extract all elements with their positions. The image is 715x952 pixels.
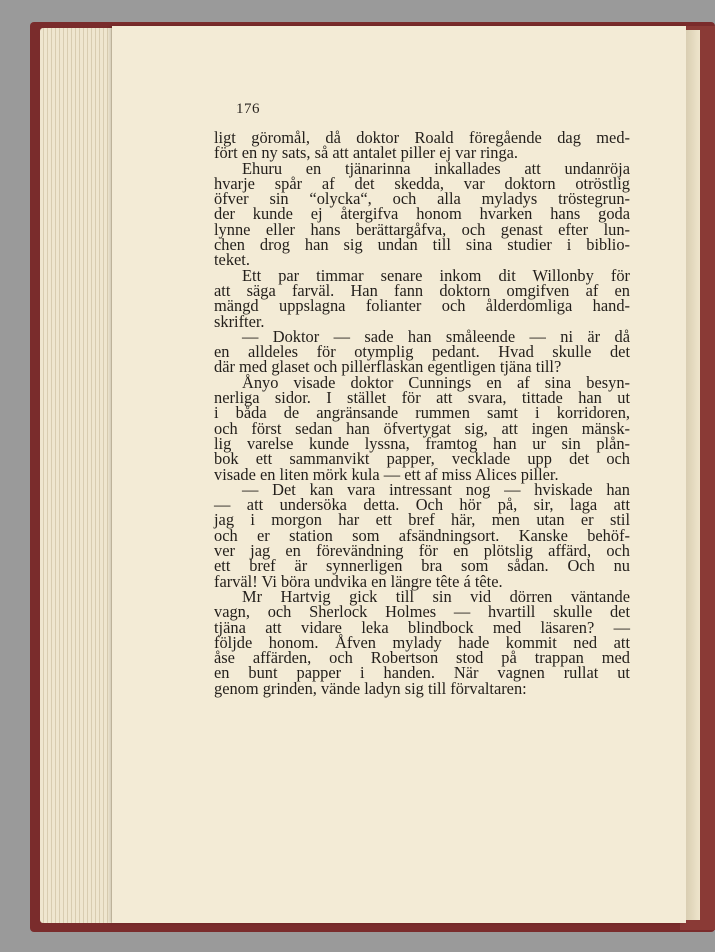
text-line: en bunt papper i handen. När vagnen rullat ut <box>214 663 630 683</box>
body-text <box>214 130 630 696</box>
text-line: ligt göromål, då doktor Roald föregående dag med- <box>214 128 630 147</box>
page-number: 176 <box>236 101 260 117</box>
text-line: mängd uppslagna folianter och ålderdomliga hand- <box>214 296 630 316</box>
text-line: — Det kan vara intressant nog — hviskade han <box>242 479 630 499</box>
text-line: skrifter. <box>214 311 265 331</box>
text-line: teket. <box>214 250 250 270</box>
text-line: att säga farväl. Han fann doktorn omgifven af en <box>214 280 630 300</box>
text-line: Ånyo visade doktor Cunnings en af sina besyn- <box>242 372 630 392</box>
text-line: der kunde ej återgifva honom hvarken hans goda <box>214 204 630 224</box>
text-line: där med glaset och pillerflaskan egentligen tjäna till? <box>214 357 562 377</box>
text-line: genom grinden, vände ladyn sig till förvaltaren: <box>214 678 527 698</box>
text-line: lig varelse kunde lyssna, framtog han ur sin plån- <box>214 433 630 453</box>
text-line: Ehuru en tjänarinna inkallades att undanröja <box>242 158 630 178</box>
text-line: bok ett sammanvikt papper, vecklade upp det och <box>214 449 630 469</box>
text-line: chen drog han sig undan till sina studier i biblio- <box>214 235 630 255</box>
text-line: ett bref är synnerligen bra som sådan. Och nu <box>214 556 630 576</box>
text-line: fört en ny sats, så att antalet piller ej var ringa. <box>214 143 519 163</box>
text-line: Ett par timmar senare inkom dit Willonby för <box>242 265 630 285</box>
page-gutter <box>686 30 700 920</box>
text-line: nerliga sidor. I stället för att svara, tittade han ut <box>214 388 630 408</box>
text-line: i båda de angränsande rummen samt i korridoren, <box>214 403 630 423</box>
text-line: ver jag en förevändning för en plötslig affärd, och <box>214 541 630 561</box>
text-line: en alldeles för otymplig pedant. Hvad skulle det <box>214 342 630 362</box>
text-line: åse affärden, och Robertson stod på trappan med <box>214 648 630 668</box>
text-line: — att undersöka detta. Och hör på, sir, laga att <box>214 495 630 515</box>
text-line: visade en liten mörk kula — ett af miss Alices piller. <box>214 464 559 484</box>
text-line: vagn, och Sherlock Holmes — hvartill skulle det <box>214 602 630 622</box>
text-line: och först sedan han öfvertygat sig, att ingen mänsk- <box>214 418 630 438</box>
text-line: Mr Hartvig gick till sin vid dörren väntande <box>242 586 630 606</box>
text-line: — Doktor — sade han småleende — ni är då <box>242 326 630 346</box>
text-line: och er station som afsändningsort. Kanske behöf- <box>214 525 630 545</box>
text-line: farväl! Vi böra undvika en längre tête á tête. <box>214 571 503 591</box>
text-line: följde honom. Åfven mylady hade kommit ned att <box>214 632 630 652</box>
text-line: tjäna att vidare leka blindbock med läsaren? — <box>214 617 630 637</box>
text-line: hvarje spår af det skedda, var doktorn otröstlig <box>214 173 630 193</box>
text-line: öfver sin “olycka“, och alla myladys tröstegrun- <box>214 189 630 209</box>
text-line: jag i morgon har ett bref här, men utan er stil <box>214 510 630 530</box>
text-line: lynne eller hans berättargåfva, och genast efter lun- <box>214 219 630 239</box>
page-edges <box>40 28 120 923</box>
